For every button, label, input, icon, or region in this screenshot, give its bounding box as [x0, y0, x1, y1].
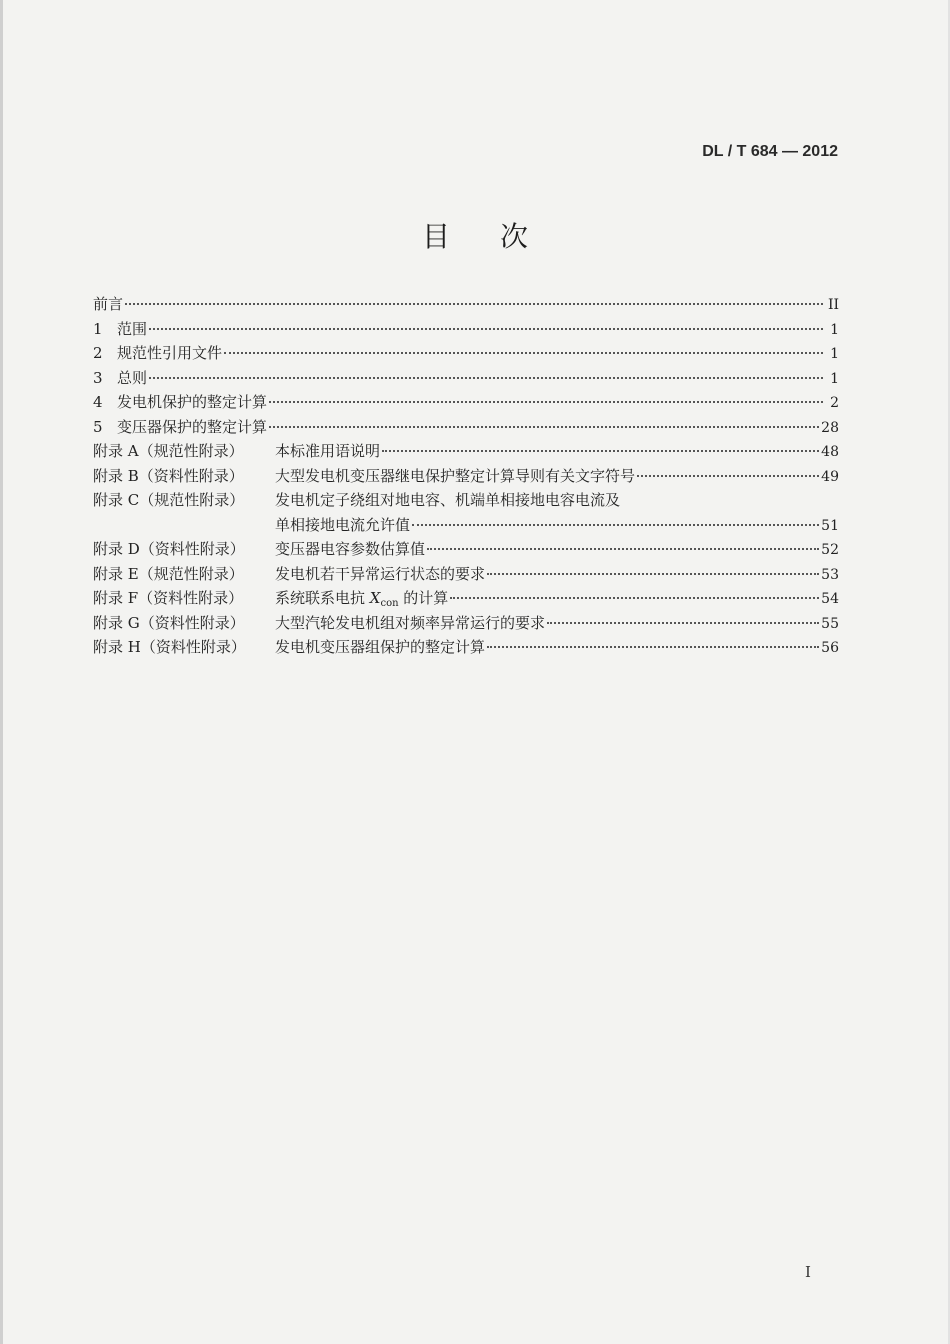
leader-dots — [382, 450, 819, 452]
appendix-tag: 附录 A（规范性附录） — [93, 442, 244, 460]
leader-dots — [149, 328, 823, 330]
appendix-page: 48 — [821, 444, 839, 460]
appendix-label: 变压器电容参数估算值 — [275, 540, 426, 558]
leader-dots — [149, 377, 823, 379]
leader-dots — [269, 401, 823, 403]
toc-entry-general[interactable] — [93, 366, 839, 391]
page-number: I — [805, 1263, 811, 1281]
appendix-label-pre: 系统联系电抗 — [275, 589, 370, 607]
appendix-tag: 附录 E（规范性附录） — [93, 564, 244, 583]
title-char-2: 次 — [500, 220, 529, 253]
appendix-tag: 附录 B（资料性附录） — [93, 466, 244, 485]
toc-appendix-a[interactable] — [93, 439, 839, 464]
appendix-page: 54 — [821, 591, 839, 607]
toc-entry-label: 变压器保护的整定计算 — [117, 417, 268, 436]
reactance-symbol: X — [369, 589, 381, 607]
leader-dots — [412, 524, 819, 526]
leader-dots — [224, 352, 823, 354]
toc-entry-label: 发电机保护的整定计算 — [117, 393, 268, 411]
appendix-label: 大型汽轮发电机组对频率异常运行的要求 — [275, 613, 546, 632]
toc-entry-label: 范围 — [117, 319, 148, 338]
appendix-label-line2: 单相接地电流允许值 — [275, 515, 411, 534]
appendix-tag: 附录 F（资料性附录） — [93, 589, 244, 607]
appendix-page: 53 — [821, 566, 839, 583]
title-char-1: 目 — [421, 220, 450, 253]
page-title — [0, 215, 950, 255]
leader-dots — [547, 622, 819, 624]
toc-entry-page: 2 — [830, 395, 839, 411]
appendix-label-post: 的计算 — [398, 589, 449, 607]
appendix-label: 大型发电机变压器继电保护整定计算导则有关文字符号 — [275, 466, 636, 485]
toc-entry-page: 28 — [821, 419, 839, 436]
toc-entry-page: 1 — [830, 370, 839, 387]
toc-appendix-f[interactable] — [93, 586, 839, 611]
leader-dots — [450, 597, 819, 599]
appendix-page: 49 — [821, 468, 839, 485]
appendix-page: 52 — [821, 542, 839, 558]
toc-entry-transformer-protection[interactable] — [93, 415, 839, 440]
toc-appendix-h[interactable] — [93, 635, 839, 660]
toc-appendix-e[interactable] — [93, 562, 839, 587]
appendix-tag: 附录 C（规范性附录） — [93, 491, 245, 509]
toc-entry-number: 1 — [93, 319, 103, 338]
appendix-label: 发电机定子绕组对地电容、机端单相接地电容电流及 — [275, 491, 621, 509]
appendix-tag: 附录 D（资料性附录） — [93, 540, 245, 558]
toc-entry-label: 总则 — [117, 368, 148, 387]
standard-code: DL / T 684 — 2012 — [702, 143, 838, 160]
leader-dots — [269, 426, 819, 428]
appendix-tag: 附录 H（资料性附录） — [93, 638, 246, 656]
toc-entry-page: 1 — [830, 346, 839, 362]
toc-entry-label: 前言 — [93, 295, 124, 313]
toc-appendix-c[interactable] — [93, 488, 839, 513]
table-of-contents — [93, 292, 839, 660]
leader-dots — [125, 303, 823, 305]
toc-entry-foreword[interactable] — [93, 292, 839, 317]
toc-entry-page: 1 — [830, 321, 839, 338]
toc-entry-generator-protection[interactable] — [93, 390, 839, 415]
toc-appendix-g[interactable] — [93, 611, 839, 636]
appendix-tag: 附录 G（资料性附录） — [93, 613, 245, 632]
toc-entry-scope[interactable] — [93, 317, 839, 342]
appendix-page: 51 — [821, 517, 839, 534]
leader-dots — [487, 573, 819, 575]
appendix-label: 发电机若干异常运行状态的要求 — [275, 564, 486, 583]
leader-dots — [637, 475, 819, 477]
leader-dots — [427, 548, 819, 550]
appendix-page: 56 — [821, 640, 839, 656]
toc-appendix-c-continued[interactable] — [93, 513, 839, 538]
toc-entry-normative-references[interactable] — [93, 341, 839, 366]
toc-entry-number: 3 — [93, 368, 103, 387]
toc-appendix-d[interactable] — [93, 537, 839, 562]
leader-dots — [487, 646, 819, 648]
appendix-page: 55 — [821, 615, 839, 632]
toc-entry-number: 2 — [93, 344, 103, 362]
toc-appendix-b[interactable] — [93, 464, 839, 489]
appendix-label: 本标准用语说明 — [275, 442, 381, 460]
toc-entry-page: II — [827, 297, 839, 313]
reactance-subscript: con — [380, 598, 399, 609]
toc-entry-label: 规范性引用文件 — [117, 344, 223, 362]
toc-entry-number: 4 — [93, 393, 103, 411]
toc-entry-number: 5 — [93, 417, 103, 436]
appendix-label: 发电机变压器组保护的整定计算 — [275, 638, 486, 656]
